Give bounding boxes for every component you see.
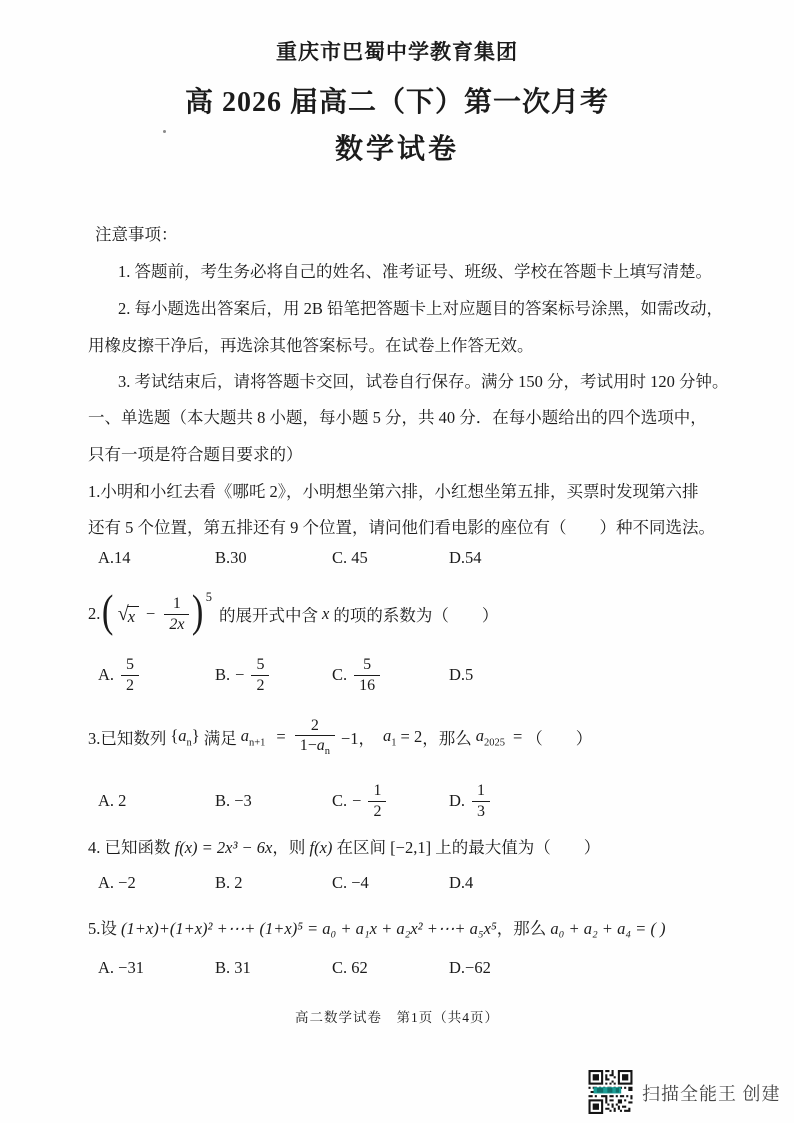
q4-function-ref: f(x) — [309, 838, 333, 857]
q5-text-mid: ，那么 — [496, 919, 551, 938]
den-text: 1− — [299, 737, 317, 755]
q5-option-d: D.−62 — [449, 958, 491, 977]
equals-sign: = — [512, 727, 523, 746]
q3-fraction — [295, 716, 335, 759]
fraction-numerator: 2 — [310, 716, 319, 734]
q3-target-term — [476, 726, 505, 748]
brace-open: { — [170, 725, 179, 745]
q4-options — [88, 873, 726, 893]
q1-options — [88, 548, 726, 568]
section-heading-line-2: 只有一项是符合题目要求的） — [88, 445, 303, 464]
fraction-denominator: 2 — [251, 675, 269, 695]
q3-sequence — [170, 726, 199, 748]
q1-option-b: B.30 — [215, 548, 247, 567]
q4-option-b: B. 2 — [215, 873, 243, 892]
q3-options — [88, 774, 726, 828]
q1-option-c: C. 45 — [332, 548, 368, 567]
fraction-denominator: 16 — [354, 675, 380, 695]
option-fraction — [121, 655, 139, 695]
q1-stem-line-1: 1.小明和小红去看《哪吒 2》，小明想坐第六排，小红想坐第五排，买票时发现第六排 — [88, 482, 699, 501]
scan-noise-dot — [163, 130, 166, 133]
q4-function: f(x) = 2x³ − 6x — [174, 838, 273, 857]
q5-option-a: A. −31 — [98, 958, 144, 977]
exam-title: 高 2026 届高二（下）第一次月考 — [184, 87, 609, 118]
fraction-numerator: 5 — [256, 656, 265, 674]
equals-sign: = — [276, 727, 286, 746]
q4-option-a: A. −2 — [98, 873, 136, 892]
q3-option-c — [332, 781, 449, 821]
lhs-variable: a — [240, 725, 249, 745]
fraction-denominator: 2 — [121, 675, 139, 695]
q2-text-2: 的项的系数为（ ） — [333, 606, 499, 625]
option-fraction — [251, 655, 269, 695]
q5-options — [88, 958, 726, 978]
q1-option-a: A.14 — [98, 548, 131, 567]
q2-stem — [88, 582, 716, 646]
fraction-denominator — [295, 735, 335, 758]
q3-option-a: A. 2 — [98, 791, 127, 810]
q5-option-b: B. 31 — [215, 958, 251, 977]
sqrt-argument: x — [127, 606, 139, 625]
q2-option-d: D.5 — [449, 665, 474, 684]
fraction-numerator: 1 — [477, 782, 486, 800]
den-subscript: n — [324, 746, 330, 758]
q5-stem — [88, 915, 716, 939]
q3-text-mid: 满足 — [203, 729, 237, 748]
q3-answer-blank: （ ） — [526, 729, 593, 748]
lhs-subscript: n+1 — [248, 737, 266, 749]
section-heading-line-1: 一、单选题（本大题共 8 小题，每小题 5 分，共 40 分．在每小题给出的四个选项中， — [88, 408, 707, 427]
brace-close: } — [191, 725, 200, 745]
q3-text-then: ，那么 — [422, 729, 472, 748]
scanner-credit-text: 扫描全能王 创建 — [642, 1084, 781, 1104]
q3-lhs — [241, 726, 266, 748]
option-fraction — [354, 655, 380, 695]
den-variable: a — [316, 737, 325, 755]
q2-text-1: 的展开式中含 — [219, 606, 319, 625]
option-label: C. — [332, 665, 348, 684]
fraction-denominator: 3 — [472, 801, 490, 821]
target-variable: a — [475, 725, 484, 745]
page-footer: 高二数学试卷 第1页（共4页） — [295, 1010, 499, 1025]
a1-subscript: 1 — [391, 737, 397, 749]
q3-option-b: B. −3 — [215, 791, 252, 810]
option-label: B. — [215, 665, 231, 684]
fraction-numerator: 5 — [126, 656, 135, 674]
a1-variable: a — [383, 725, 392, 745]
target-subscript: 2025 — [483, 737, 505, 749]
seq-subscript: n — [186, 737, 192, 749]
fraction-numerator: 1 — [373, 782, 382, 800]
q1-option-d: D.54 — [449, 548, 482, 567]
q4-option-d: D.4 — [449, 873, 474, 892]
fraction-denominator: 2 — [368, 801, 386, 821]
subject-title: 数学试卷 — [334, 134, 459, 165]
option-fraction — [472, 781, 490, 821]
notice-heading: 注意事项： — [95, 225, 178, 244]
fraction-numerator: 1 — [172, 595, 181, 613]
minus-sign: − — [146, 604, 156, 623]
option-label: C. — [332, 791, 348, 810]
option-fraction — [368, 781, 386, 821]
q5-text-pre: 5.设 — [88, 919, 121, 938]
q2-number: 2. — [88, 604, 101, 623]
notice-item-3: 3. 考试结束后，请将答题卡交回，试卷自行保存。满分 150 分，考试用时 120 分钟。 — [118, 372, 729, 391]
q4-text-pre: 4. 已知函数 — [88, 838, 175, 857]
qr-code — [587, 1070, 634, 1119]
close-paren: ) — [192, 585, 204, 637]
fraction-numerator: 5 — [363, 656, 372, 674]
sqrt-icon: √ — [117, 602, 129, 625]
q3-initial-term — [383, 726, 397, 748]
q5-sum-expression: a₀ + a₂ + a₄ = ( ) — [550, 919, 666, 938]
q3-after-fraction: −1， — [340, 729, 376, 748]
q3-option-d — [449, 781, 492, 821]
q2-fraction — [164, 594, 189, 634]
q4-stem — [88, 834, 716, 858]
q3-stem — [88, 708, 716, 766]
q4-text-mid: ，则 — [272, 838, 310, 857]
minus-sign: − — [235, 665, 245, 684]
school-name: 重庆市巴蜀中学教育集团 — [276, 40, 518, 64]
q1-stem-line-2: 还有 5 个位置，第五排还有 9 个位置，请问他们看电影的座位有（ ）种不同选法。 — [88, 518, 715, 537]
notice-item-2-line-1: 2. 每小题选出答案后，用 2B 铅笔把答题卡上对应题目的答案标号涂黑，如需改动， — [118, 299, 724, 318]
notice-item-2-line-2: 用橡皮擦干净后，再选涂其他答案标号。在试卷上作答无效。 — [88, 336, 534, 355]
q2-variable: x — [322, 604, 330, 623]
exponent: 5 — [205, 590, 213, 604]
q3-initial-value: = 2 — [400, 727, 423, 746]
q5-option-c: C. 62 — [332, 958, 368, 977]
q5-expansion: (1+x)+(1+x)² +⋯+ (1+x)⁵ = a₀ + a₁x + a₂x² +⋯+ a₅x⁵ — [121, 919, 497, 938]
q2-option-b — [215, 655, 332, 695]
q2-options — [88, 648, 726, 702]
fraction-denominator: 2x — [164, 614, 189, 634]
q2-option-c — [332, 655, 449, 695]
seq-variable: a — [178, 725, 187, 745]
minus-sign: − — [352, 791, 362, 810]
q2-option-a — [98, 655, 215, 695]
option-label: A. — [98, 665, 115, 684]
q3-text-pre: 3.已知数列 — [88, 729, 167, 748]
q4-text-tail: 在区间 [−2,1] 上的最大值为（ ） — [332, 838, 601, 857]
option-label: D. — [449, 791, 466, 810]
notice-item-1: 1. 答题前，考生务必将自己的姓名、准考证号、班级、学校在答题卡上填写清楚。 — [118, 262, 712, 281]
open-paren: ( — [102, 585, 114, 637]
q4-option-c: C. −4 — [332, 873, 369, 892]
